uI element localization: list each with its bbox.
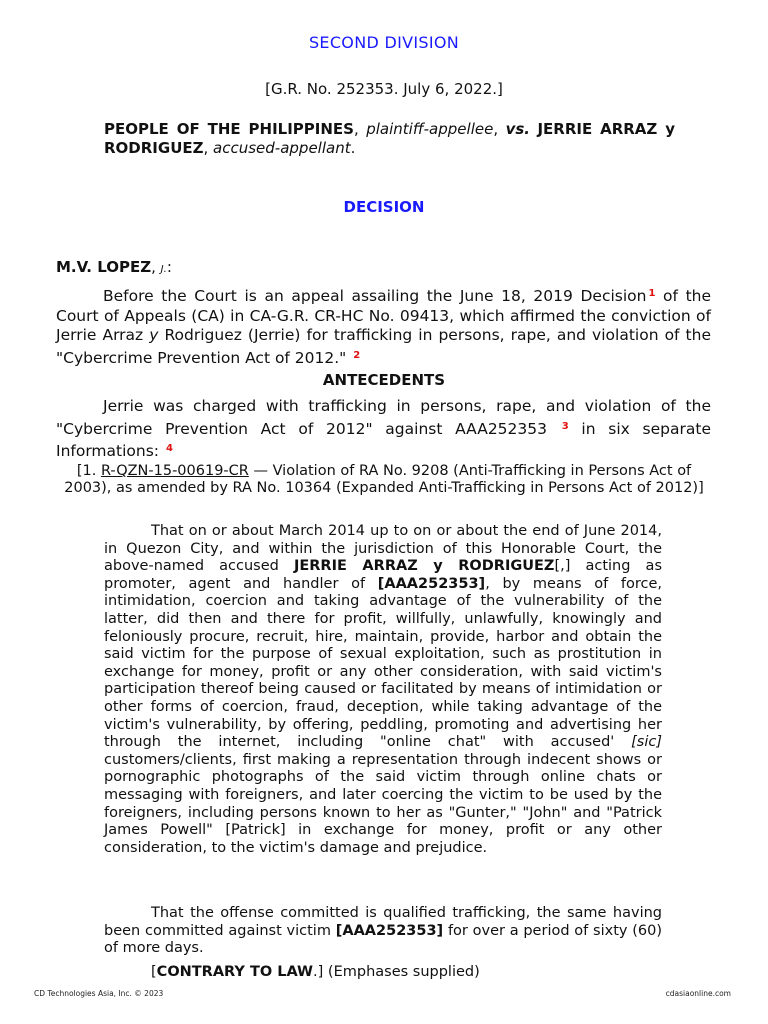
information-text: — Violation of RA No. 9208 (Anti-Trafficking in Persons Act of 2003), as amended by RA No. 10364 (Expanded Anti-Trafficking in Persons Act of 2012)] — [64, 463, 704, 496]
paragraph-text: in six separate Informations: — [56, 419, 711, 460]
separator: . — [350, 139, 356, 157]
separator: , — [203, 139, 214, 157]
decision-title: DECISION — [343, 198, 425, 216]
case-number: [G.R. No. 252353. July 6, 2022.] — [265, 80, 503, 98]
ponente-name: M.V. LOPEZ — [56, 258, 152, 276]
appellant-name: JERRIE ARRAZ y RODRIGUEZ — [104, 120, 675, 157]
bracket: [ — [151, 964, 157, 980]
separator: , — [151, 258, 161, 276]
bold-text: [AAA252353] — [377, 575, 486, 592]
footnote-link-1[interactable]: 1 — [648, 288, 656, 299]
separator: : — [166, 258, 172, 276]
contrary-to-law-line — [151, 964, 480, 980]
information-prefix: [1. — [76, 463, 101, 479]
antecedents-paragraph — [56, 397, 711, 462]
versus-label: vs. — [505, 120, 530, 138]
bold-text: JERRIE ARRAZ y RODRIGUEZ — [293, 558, 555, 575]
quote-text: [,] acting as promoter, agent and handler of — [104, 558, 662, 592]
ponente-line — [56, 258, 172, 276]
appellee-role: plaintiff-appellee — [366, 120, 494, 138]
footnote-link-3[interactable]: 3 — [561, 420, 569, 432]
case-parties — [104, 120, 675, 158]
paragraph-text: of the Court of Appeals (CA) in CA-G.R. CR-HC No. 09413, which affirmed the conviction of Jerrie Arraz — [56, 287, 712, 344]
information-reference-link[interactable]: R-QZN-15-00619-CR — [100, 463, 249, 479]
information-quote-paragraph-2 — [104, 905, 662, 958]
appellant-role: accused-appellant — [213, 139, 351, 157]
italic-text: [sic] — [631, 734, 662, 751]
contrary-text: .] (Emphases supplied) — [313, 964, 480, 980]
appellee-name: PEOPLE OF THE PHILIPPINES — [104, 120, 354, 138]
information-quote-paragraph-1 — [104, 523, 662, 857]
intro-paragraph — [56, 284, 711, 368]
footer-site-link[interactable]: cdasiaonline.com — [665, 989, 731, 998]
bold-text: CONTRARY TO LAW — [156, 964, 314, 980]
italic-text: y — [149, 326, 159, 344]
paragraph-text: Rodriguez (Jerrie) for trafficking in persons, rape, and violation of the "Cybercrime Prevention Act of 2012." — [56, 326, 711, 367]
quote-text: customers/clients, first making a representation through indecent shows or pornographic photographs of the said victim through online chats or messaging with foreigners, and later coercing the victim to be used by the foreigners, including persons known to her as "Gunter," "John" and "Patrick James Powell" [Patrick] in exchange for money, profit or any other consideration, to the victim's damage and prejudice. — [104, 751, 662, 856]
paragraph-text: Jerrie was charged with trafficking in persons, rape, and violation of the "Cybercrime Prevention Act of 2012" against AAA252353 — [56, 397, 711, 438]
footnote-link-4[interactable]: 4 — [165, 443, 173, 454]
footnote-link-2[interactable]: 2 — [353, 349, 361, 361]
antecedents-heading: ANTECEDENTS — [322, 371, 446, 389]
ponente-title: J. — [160, 264, 167, 275]
paragraph-text: Before the Court is an appeal assailing the June 18, 2019 Decision — [103, 287, 647, 305]
information-title — [56, 463, 712, 497]
separator: , — [493, 120, 506, 138]
quote-text: That the offense committed is qualified trafficking, the same having been committed against victim — [104, 905, 662, 939]
separator: , — [353, 120, 367, 138]
division-heading: SECOND DIVISION — [308, 33, 460, 52]
footer-copyright: CD Technologies Asia, Inc. © 2023 — [34, 989, 164, 998]
quote-text: for over a period of sixty (60) of more days. — [104, 922, 662, 957]
bold-text: [AAA252353] — [335, 922, 444, 939]
quote-text: That on or about March 2014 up to on or about the end of June 2014, in Quezon City, and within the jurisdiction of this Honorable Court, the above-named accused — [104, 523, 662, 575]
quote-text: , by means of force, intimidation, coercion and taking advantage of the vulnerability of the latter, did then and there for profit, willfully, unlawfully, knowingly and feloniously procure, recruit, hire, maintain, provide, harbor and obtain the said victim for the purpose of sexual exploitation, such as prostitution in exchange for money, profit or any other consideration, with said victim's participation thereof being caused or facilitated by means of intimidation or other forms of coercion, fraud, deception, while taking advantage of the victim's vulnerability, by offering, peddling, promoting and advertising her through the internet, including "online chat" with accused' — [104, 575, 662, 751]
